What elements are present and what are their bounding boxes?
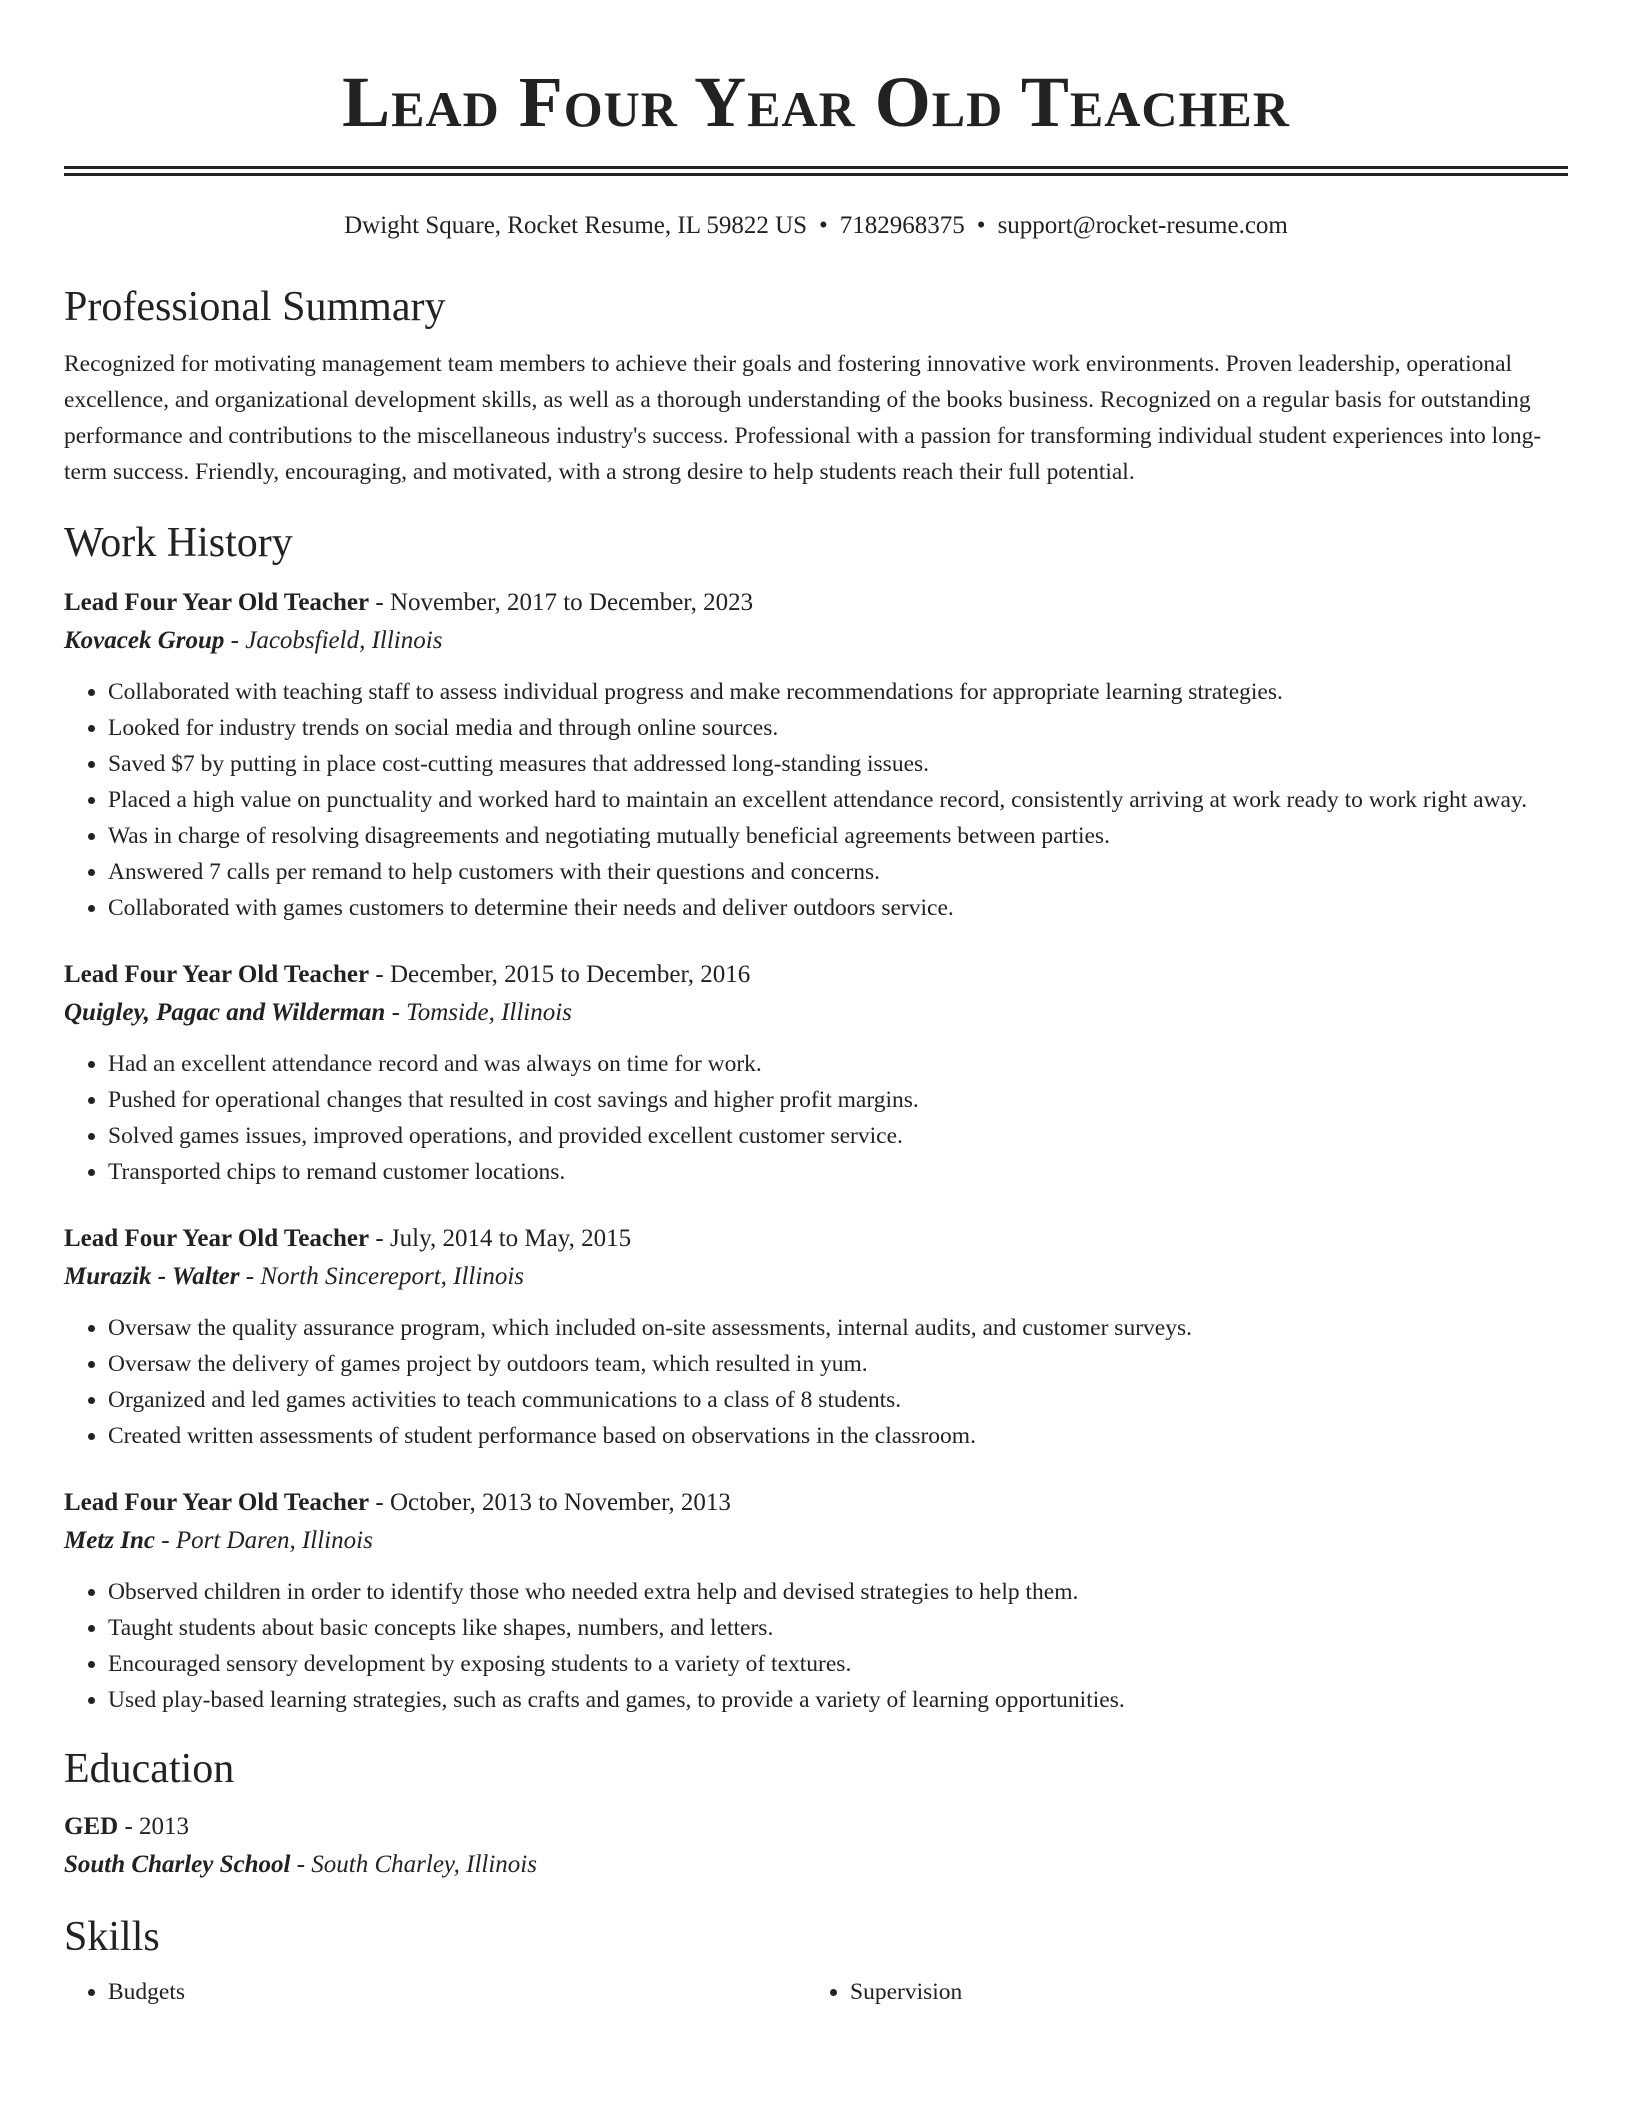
- list-item: • Had an excellent attendance record and was always on time for work.: [108, 1046, 1568, 1082]
- job-position: Lead Four Year Old Teacher: [64, 1225, 370, 1252]
- dash: -: [154, 1527, 176, 1554]
- list-item: • Organized and led games activities to teach communications to a class of 8 students.: [108, 1382, 1568, 1418]
- contact-line: [64, 210, 1568, 242]
- job-dates: October, 2013 to November, 2013: [389, 1489, 731, 1516]
- contact-phone: 7182968375: [839, 212, 965, 239]
- list-item: • Collaborated with games customers to determine their needs and deliver outdoors service.: [108, 890, 1568, 926]
- job-title-line: [64, 1484, 1568, 1522]
- job-location: Jacobsfield, Illinois: [245, 627, 443, 654]
- list-item: • Used play-based learning strategies, such as crafts and games, to provide a variety of learning opportunities.: [108, 1682, 1568, 1718]
- job-location: Tomside, Illinois: [406, 999, 572, 1026]
- education-degree-line: [64, 1808, 1568, 1846]
- education-degree: GED: [64, 1813, 119, 1840]
- job-bullets: [64, 674, 1568, 926]
- list-item: • Saved $7 by putting in place cost-cutting measures that addressed long-standing issues.: [108, 746, 1568, 782]
- list-item: • Solved games issues, improved operations, and provided excellent customer service.: [108, 1118, 1568, 1154]
- contact-email: support@rocket-resume.com: [997, 212, 1288, 239]
- job-entry: [64, 584, 1568, 926]
- list-item: • Oversaw the delivery of games project by outdoors team, which resulted in yum.: [108, 1346, 1568, 1382]
- job-company: Metz Inc: [64, 1527, 155, 1554]
- skills-right-list: [806, 1974, 1548, 2010]
- job-dates: December, 2015 to December, 2016: [389, 961, 751, 988]
- education-entry: [64, 1808, 1568, 1884]
- job-company-line: [64, 1258, 1568, 1296]
- contact-separator: •: [819, 212, 828, 239]
- skills-heading: Skills: [64, 1914, 160, 1960]
- dash: -: [118, 1813, 140, 1840]
- job-position: Lead Four Year Old Teacher: [64, 1489, 370, 1516]
- job-company: Murazik - Walter: [64, 1263, 240, 1290]
- list-item: • Looked for industry trends on social media and through online sources.: [108, 710, 1568, 746]
- job-company: Quigley, Pagac and Wilderman: [64, 999, 386, 1026]
- job-location: North Sincereport, Illinois: [260, 1263, 524, 1290]
- list-item: • Created written assessments of student performance based on observations in the classroom.: [108, 1418, 1568, 1454]
- skills-left-list: [64, 1974, 806, 2010]
- education-location: South Charley, Illinois: [311, 1851, 537, 1878]
- list-item: • Pushed for operational changes that resulted in cost savings and higher profit margins.: [108, 1082, 1568, 1118]
- job-bullets: [64, 1046, 1568, 1190]
- header-double-rule: [64, 166, 1568, 176]
- dash: -: [369, 1489, 390, 1516]
- list-item: • Observed children in order to identify those who needed extra help and devised strategies to help them.: [108, 1574, 1568, 1610]
- list-item: • Collaborated with teaching staff to assess individual progress and make recommendations for appropriate learning strategies.: [108, 674, 1568, 710]
- contact-separator: •: [976, 212, 986, 239]
- dash: -: [239, 1263, 261, 1290]
- job-entry: [64, 956, 1568, 1190]
- summary-heading: Professional Summary: [64, 284, 446, 330]
- job-title-line: [64, 956, 1568, 994]
- job-company: Kovacek Group: [64, 627, 225, 654]
- job-position: Lead Four Year Old Teacher: [64, 961, 370, 988]
- job-dates: July, 2014 to May, 2015: [389, 1225, 632, 1252]
- contact-address: Dwight Square, Rocket Resume, IL 59822 US: [344, 212, 808, 239]
- list-item: • Answered 7 calls per remand to help customers with their questions and concerns.: [108, 854, 1568, 890]
- education-school: South Charley School: [64, 1851, 291, 1878]
- list-item: • Transported chips to remand customer locations.: [108, 1154, 1568, 1190]
- job-entry: [64, 1220, 1568, 1454]
- skill-item: • Supervision: [850, 1974, 1548, 2010]
- skills-columns: [64, 1974, 1568, 2010]
- summary-text: Recognized for motivating management team members to achieve their goals and fostering innovative work environments. Proven leadership, operational excellence, and organizational development skills, as well as a thorough understanding of the books business. Recognized on a regular basis for outstanding performance and contributions to the miscellaneous industry's success. Professional with a passion for transforming individual student experiences into long-term success. Friendly, encouraging, and motivated, with a strong desire to help students reach their full potential.: [64, 351, 1542, 485]
- education-heading: Education: [64, 1746, 235, 1792]
- list-item: • Oversaw the quality assurance program, which included on-site assessments, internal audits, and customer surveys.: [108, 1310, 1568, 1346]
- job-company-line: [64, 622, 1568, 660]
- job-entry: [64, 1484, 1568, 1718]
- dash: -: [369, 589, 390, 616]
- job-title-line: [64, 1220, 1568, 1258]
- list-item: • Was in charge of resolving disagreements and negotiating mutually beneficial agreements between parties.: [108, 818, 1568, 854]
- job-company-line: [64, 1522, 1568, 1560]
- work-history-heading: Work History: [64, 520, 293, 566]
- job-dates: November, 2017 to December, 2023: [389, 589, 754, 616]
- list-item: • Encouraged sensory development by exposing students to a variety of textures.: [108, 1646, 1568, 1682]
- dash: -: [385, 999, 407, 1026]
- dash: -: [290, 1851, 312, 1878]
- job-company-line: [64, 994, 1568, 1032]
- dash: -: [369, 961, 390, 988]
- job-location: Port Daren, Illinois: [175, 1527, 373, 1554]
- dash: -: [224, 627, 246, 654]
- resume-name: Lead Four Year Old Teacher: [342, 62, 1290, 142]
- skill-item: • Budgets: [108, 1974, 806, 2010]
- job-position: Lead Four Year Old Teacher: [64, 589, 370, 616]
- education-school-line: [64, 1846, 1568, 1884]
- job-bullets: [64, 1574, 1568, 1718]
- list-item: • Placed a high value on punctuality and worked hard to maintain an excellent attendance record, consistently arriving at work ready to work right away.: [108, 782, 1568, 818]
- education-year: 2013: [139, 1813, 190, 1840]
- dash: -: [369, 1225, 390, 1252]
- job-bullets: [64, 1310, 1568, 1454]
- job-title-line: [64, 584, 1568, 622]
- list-item: • Taught students about basic concepts like shapes, numbers, and letters.: [108, 1610, 1568, 1646]
